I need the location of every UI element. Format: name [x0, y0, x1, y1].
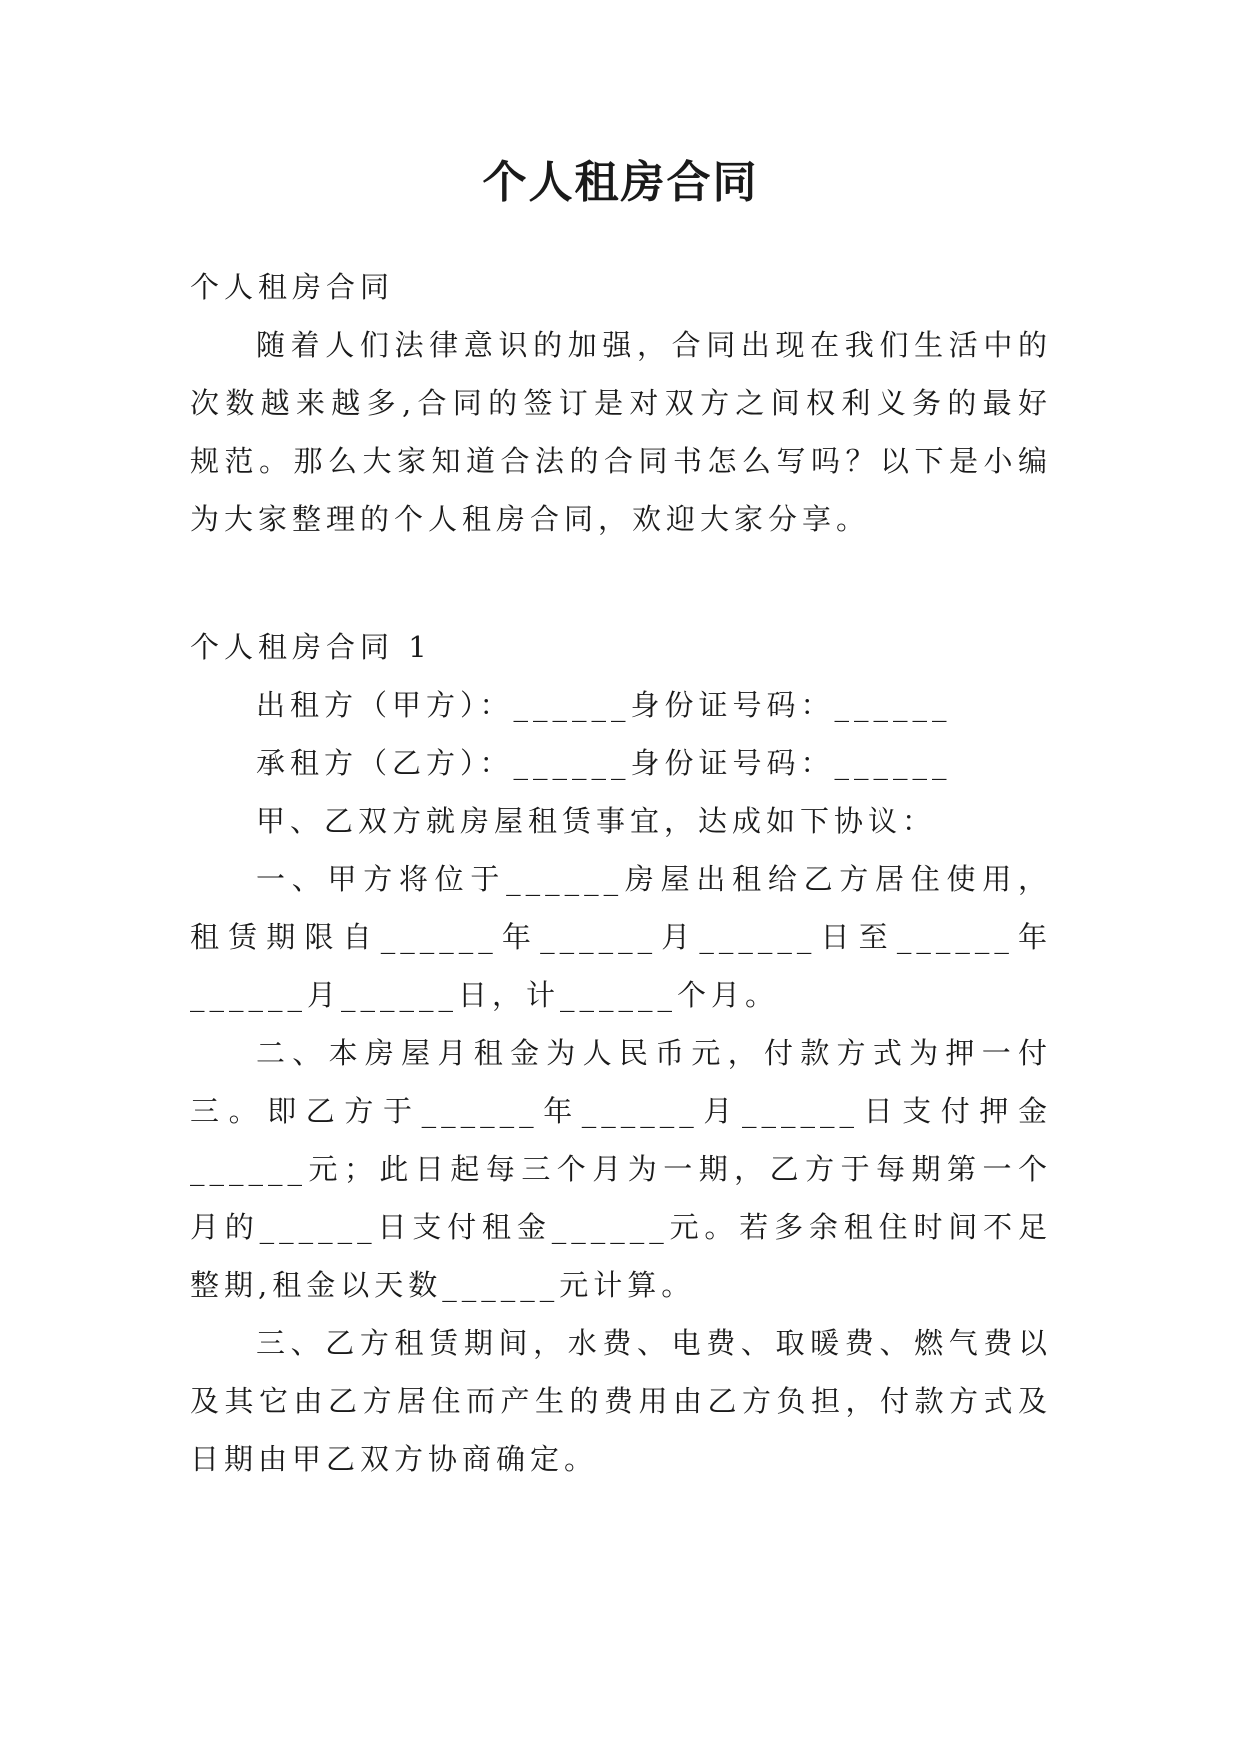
intro-section [190, 258, 1052, 548]
contract1-heading: 个人租房合同 1 [190, 630, 432, 664]
lessor-line: 出租方（甲方）：______身份证号码：______ [256, 688, 952, 722]
document-title: 个人租房合同 [482, 157, 759, 208]
lessee-line: 承租方（乙方）：______身份证号码：______ [256, 746, 952, 780]
clause-1: 一、甲方将位于______房屋出租给乙方居住使用，租赁期限自______年______月______日至______年______月______日，计______个月。 [190, 862, 1052, 1012]
contract-section [190, 618, 1052, 1488]
intro-paragraph: 随着人们法律意识的加强，合同出现在我们生活中的次数越来越多,合同的签订是对双方之间权利义务的最好规范。那么大家知道合法的合同书怎么写吗？以下是小编为大家整理的个人租房合同，欢迎大家分享。 [190, 328, 1052, 536]
agreement-line: 甲、乙双方就房屋租赁事宜，达成如下协议： [256, 804, 937, 838]
intro-heading: 个人租房合同 [190, 270, 395, 304]
clause-3: 三、乙方租赁期间，水费、电费、取暖费、燃气费以及其它由乙方居住而产生的费用由乙方负担，付款方式及日期由甲乙双方协商确定。 [190, 1326, 1052, 1476]
clause-2: 二、本房屋月租金为人民币元，付款方式为押一付三。即乙方于______年______月______日支付押金______元；此日起每三个月为一期，乙方于每期第一个月的______日支付租金______元。若多余租住时间不足整期,租金以天数______元计算。 [190, 1036, 1052, 1302]
